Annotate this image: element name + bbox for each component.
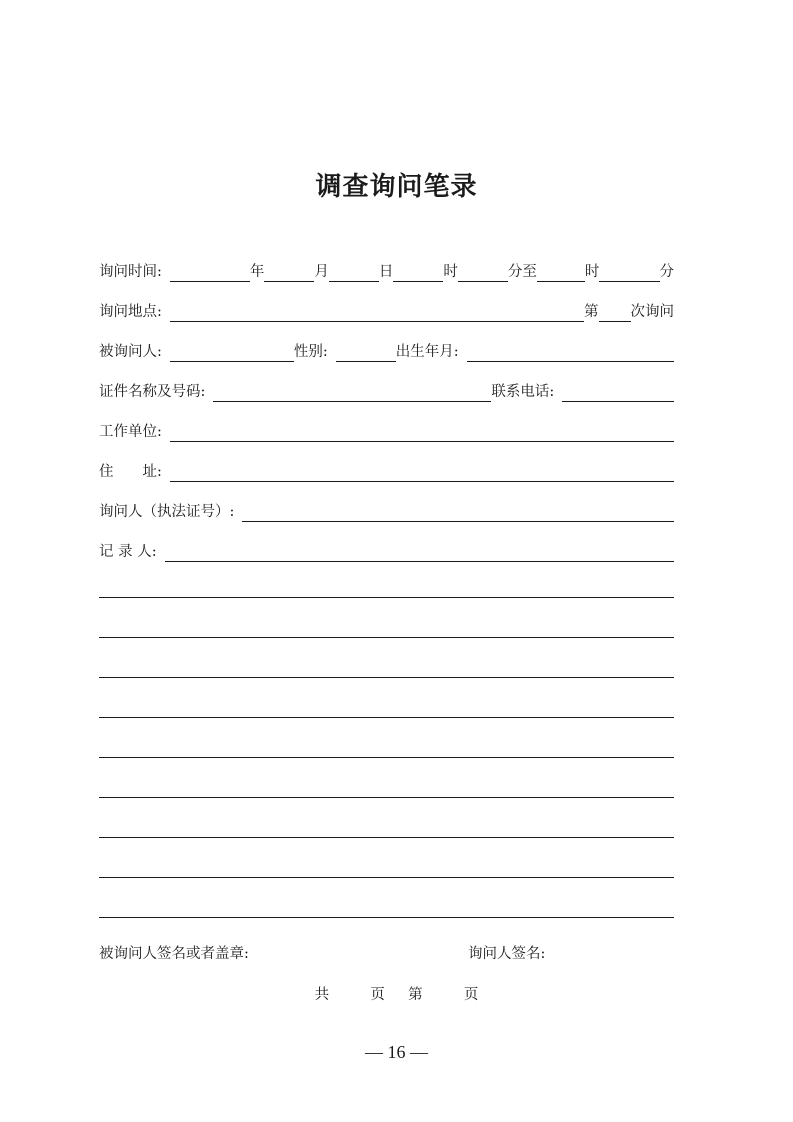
workplace-row: [99, 418, 674, 442]
address-row: [99, 458, 674, 482]
id-field[interactable]: [213, 382, 491, 402]
end-hour-field[interactable]: [537, 262, 585, 282]
month-field[interactable]: [264, 262, 314, 282]
day-field[interactable]: [329, 262, 379, 282]
interview-time-row: [99, 258, 674, 282]
address-field[interactable]: [170, 462, 674, 482]
interview-place-row: [99, 298, 674, 322]
total-label: 共: [314, 987, 330, 1003]
address-label-a: 住: [99, 464, 114, 480]
end-minute-field[interactable]: [599, 262, 659, 282]
interviewer-label: 询问人（执法证号）:: [99, 504, 235, 520]
interviewer-signature-label: 询问人签名:: [468, 946, 546, 962]
gender-label: 性别:: [293, 344, 328, 360]
birth-field[interactable]: [467, 342, 674, 362]
workplace-field[interactable]: [170, 422, 674, 442]
hour-label: 时: [443, 264, 458, 280]
interviewer-row: [99, 498, 674, 522]
writing-line[interactable]: [99, 877, 674, 878]
end-minute-label: 分: [659, 264, 674, 280]
hour-field[interactable]: [393, 262, 443, 282]
year-field[interactable]: [170, 262, 250, 282]
address-label-b: 址:: [142, 464, 162, 480]
end-hour-label: 时: [584, 264, 600, 280]
writing-line[interactable]: [99, 597, 674, 598]
interview-count-field[interactable]: [599, 302, 631, 322]
writing-line[interactable]: [99, 717, 674, 718]
year-label: 年: [249, 264, 265, 280]
minute-field[interactable]: [458, 262, 508, 282]
interviewee-signature-label: 被询问人签名或者盖章:: [99, 946, 249, 962]
nth-label: 第: [584, 304, 599, 320]
gender-field[interactable]: [336, 342, 396, 362]
page-title: 调查询问笔录: [315, 172, 478, 202]
day-label: 日: [378, 264, 394, 280]
workplace-label: 工作单位:: [99, 424, 162, 440]
writing-line[interactable]: [99, 637, 674, 638]
phone-field[interactable]: [562, 382, 674, 402]
month-label: 月: [314, 264, 329, 280]
interview-time-label: 询问时间:: [99, 264, 162, 280]
page-counter: [0, 983, 793, 1004]
page-label-2: 页: [463, 987, 479, 1003]
phone-label: 联系电话:: [491, 384, 555, 400]
recorder-label: 记 录 人:: [99, 544, 157, 560]
page-label: 页: [370, 987, 385, 1003]
writing-line[interactable]: [99, 797, 674, 798]
recorder-row: [99, 538, 674, 562]
recorder-field[interactable]: [165, 542, 674, 562]
minute-to-label: 分至: [507, 264, 537, 280]
id-row: [99, 378, 674, 402]
id-label: 证件名称及号码:: [99, 384, 206, 400]
writing-line[interactable]: [99, 837, 674, 838]
interviewer-field[interactable]: [242, 502, 674, 522]
interview-place-field[interactable]: [170, 302, 584, 322]
interviewee-label: 被询问人:: [99, 344, 162, 360]
interview-count-suffix: 次询问: [630, 304, 674, 320]
writing-line[interactable]: [99, 917, 674, 918]
writing-line[interactable]: [99, 677, 674, 678]
page-number: — 16 —: [365, 1042, 428, 1062]
birth-label: 出生年月:: [395, 344, 459, 360]
nth-page-label: 第: [408, 987, 423, 1003]
interview-place-label: 询问地点:: [99, 304, 162, 320]
writing-line[interactable]: [99, 757, 674, 758]
interviewee-field[interactable]: [170, 342, 294, 362]
interviewee-row: [99, 338, 674, 362]
